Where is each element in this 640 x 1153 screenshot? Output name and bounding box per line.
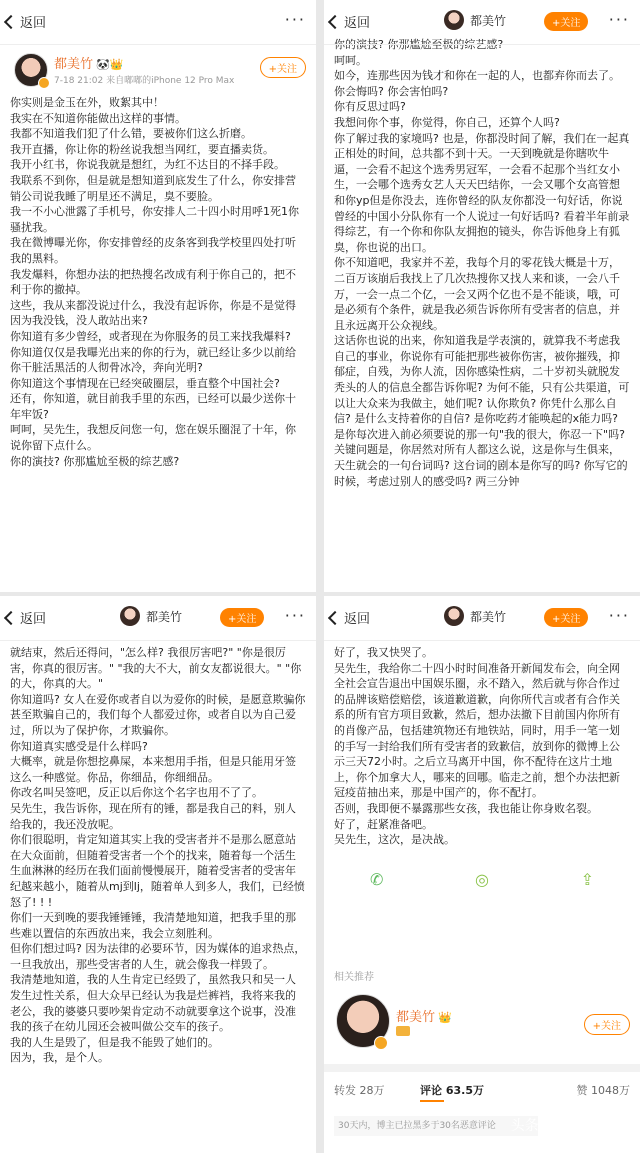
- post-paragraph: 还有，你知道，就目前我手里的东西，已经可以最少送你十年牢饭?: [10, 392, 296, 421]
- follow-button[interactable]: +关注: [544, 608, 588, 627]
- post-header: [0, 45, 316, 93]
- post-paragraph: 你知道有多少曾经，或者现在为你服务的员工来找我爆料?: [10, 329, 291, 343]
- nav-avatar: [444, 606, 464, 626]
- post-paragraph: 你的演技? 你那尴尬至极的综艺感?: [334, 38, 504, 51]
- related-label: 相关推荐: [334, 972, 374, 983]
- post-paragraph: 我联系不到你，但是就是想知道到底发生了什么，你安排营销公司说我睡了明星还不满足，臭不要脸。: [10, 173, 296, 203]
- follow-button[interactable]: +关注: [544, 12, 588, 31]
- post-paragraph: 你有反思过吗?: [334, 100, 406, 114]
- nav-bar: [324, 596, 640, 641]
- post-paragraph: 你知道真实感受是什么样吗?: [10, 739, 148, 753]
- post-paragraph: 呵呵，吴先生，我想反问您一句，您在娱乐圈混了十年，你说你留下点什么。: [10, 423, 296, 453]
- post-paragraph: 大概率，就是你想挖鼻屎，本来想用手指，但是只能用牙签这么一种感觉。你品，你细品，你细细品。: [10, 755, 296, 784]
- more-icon[interactable]: ···: [608, 606, 630, 625]
- back-button[interactable]: 返回: [330, 608, 370, 627]
- post-body: [324, 35, 640, 489]
- post-paragraph: 吴先生，我告诉你，现在所有的锤，都是我自己的料，别人给我的，我还没放呢。: [10, 801, 296, 831]
- comment-notice: 30天内，博主已拉黑多于30名恶意评论: [334, 1116, 538, 1136]
- crown-icon: 👑: [438, 1011, 452, 1024]
- panel-divider-vertical: [316, 0, 324, 1153]
- tab-repost[interactable]: 转发 28万: [334, 1084, 385, 1097]
- post-paragraph: 好了，我又快哭了。: [334, 646, 433, 659]
- moments-icon[interactable]: ◎: [475, 869, 489, 889]
- nav-bar: [0, 596, 316, 641]
- post-panel-2: [324, 0, 640, 592]
- more-icon[interactable]: ···: [608, 10, 630, 29]
- post-body: [324, 641, 640, 848]
- post-paragraph: 吴先生，我给你二十四小时时间准备开新闻发布会，向全网全社会宣告退出中国娱乐圈，永不踏入，然后就与你合作过的品牌该赔偿赔偿，该道歉道歉，向你所代言或者有合作关系的所有官方项目致歉，然后，想办法撤下目前国内你所有的肖像产品，包括建筑物还有地铁站，同时，用手一笔一划的手写一封给我们所有受害者的致歉信，放到你的微博上公示三天72小时。之后立马离开中国，你不配待在这片土地上，你个加拿大人，哪来的回哪。临走之前，想个办法把新冠疫苗抽出来，那是中国产的，你不配打。: [334, 661, 620, 800]
- post-paragraph: 我发爆料，你想办法的把热搜名改成有利于你自己的，把不利于你的撤掉。: [10, 267, 296, 297]
- back-button[interactable]: 返回: [6, 12, 46, 31]
- post-paragraph: 你不知道吧，我家并不差，我每个月的零花钱大概是十万，二百万该崩后我找上了几次热搜你又找人来和谈，一会八千万，一会一点二个亿，一会又两个亿也不是不能谈，哦，可是必须有个条件，就是我必须告诉你所有受害者的信息，并且永远离开公众视线。: [334, 256, 620, 332]
- nav-avatar: [120, 606, 140, 626]
- nav-user[interactable]: 都美竹: [120, 606, 182, 626]
- nav-user[interactable]: 都美竹: [444, 606, 506, 626]
- verified-badge-icon: [374, 1036, 388, 1050]
- post-paragraph: 我想问你个事，你觉得，你自己，还算个人吗?: [334, 115, 560, 129]
- section-gap: [324, 1064, 640, 1072]
- post-paragraph: 这些，我从来都没说过什么，我没有起诉你，你是不是觉得因为我没钱，没人敢站出来?: [10, 298, 296, 328]
- verified-badge-icon: [38, 77, 50, 89]
- vip-tag-icon: [396, 1026, 410, 1036]
- watermark: 头条 @Rap说唱乐: [510, 1118, 626, 1134]
- post-paragraph: 否则，我即便不暴露那些女孩，我也能让你身败名裂。: [334, 801, 598, 815]
- nav-avatar: [444, 10, 464, 30]
- back-chevron-icon: [328, 14, 342, 28]
- post-panel-3: [0, 596, 316, 1153]
- post-paragraph: 你会悔吗? 你会害怕吗?: [334, 84, 449, 98]
- nav-user[interactable]: 都美竹: [444, 10, 506, 30]
- post-paragraph: 你知道仅仅是我曝光出来的你的行为，就已经让多少以前给你干脏活黑活的人彻骨冰冷，奔向光明?: [10, 345, 296, 375]
- post-panel-1: [0, 0, 316, 592]
- post-paragraph: 你改名叫吴签吧，反正以后你这个名字也用不了了。: [10, 786, 263, 800]
- back-chevron-icon: [4, 610, 18, 624]
- share-actions: [324, 854, 640, 904]
- post-paragraph: 你们一天到晚的要我锤锤锤，我清楚地知道，把我手里的那些难以置信的东西放出来，我会立刻胜利。: [10, 911, 296, 940]
- post-paragraph: 我实在不知道你能做出这样的事情。: [10, 111, 186, 125]
- post-paragraph: 好了，赶紧准备吧。: [334, 817, 433, 831]
- tab-active-underline: [420, 1100, 444, 1102]
- more-icon[interactable]: ···: [284, 606, 306, 625]
- back-button[interactable]: 返回: [6, 608, 46, 627]
- interaction-tabs: [324, 1074, 640, 1106]
- tab-comment[interactable]: 评论 63.5万: [420, 1084, 484, 1097]
- post-paragraph: 因为，我，是个人。: [10, 1051, 109, 1065]
- post-paragraph: 就结束，然后还得问，"怎么样? 我很厉害吧?" "你是很厉害，你真的很厉害。" "我的大不大，前女友都说很大。" "你的大，你真的大。": [10, 646, 302, 691]
- more-icon[interactable]: ···: [284, 10, 306, 29]
- back-button[interactable]: 返回: [330, 12, 370, 31]
- post-paragraph: 你实则是金玉在外，败絮其中！: [10, 96, 164, 109]
- post-body: [0, 641, 316, 1066]
- post-paragraph: 我在微博曝光你，你安排曾经的皮条客到我学校里四处打听我的黑料。: [10, 236, 296, 265]
- follow-button[interactable]: +关注: [220, 608, 264, 627]
- back-chevron-icon: [328, 610, 342, 624]
- post-body: [0, 93, 316, 469]
- post-panel-4: [324, 596, 640, 1153]
- post-meta: 7-18 21:02 来自嘟嘟的iPhone 12 Pro Max: [54, 76, 235, 86]
- back-chevron-icon: [4, 14, 18, 28]
- post-paragraph: 吴先生，这次，是决战。: [334, 833, 455, 847]
- tab-like[interactable]: 赞 1048万: [576, 1084, 630, 1097]
- post-paragraph: 我的人生是毁了，但是我不能毁了她们的。: [10, 1035, 219, 1049]
- post-paragraph: 你了解过我的家境吗? 也是，你都没时间了解，我们在一起真正相处的时间，总共都不到十天。一天到晚就是你瞎吹牛逼，一会看不起这个选秀男冠军，一会看不起那个当红女小生，一会哪个选秀女艺人天天巴结你，一会又哪个女高管想和你yp但是你没去，连你曾经的队友你都没一句好话，你说曾经的中国小分队你有一个人说过一句好话吗? 看着半年前录得综艺，有一个你和你队友拥抱的镜头，你告诉他身上有狐臭，你也说的出口。: [334, 131, 630, 254]
- follow-button[interactable]: +关注: [584, 1014, 630, 1035]
- wechat-icon[interactable]: ✆: [369, 869, 384, 889]
- post-paragraph: 如今，连那些因为钱才和你在一起的人，也都弃你而去了。: [334, 69, 620, 83]
- post-paragraph: 你知道吗? 女人在爱你或者自以为爱你的时候，是愿意欺骗你甚至欺骗自己的，我们每个人都爱过你，或者自以为自己爱过，所以为了保护你，才欺骗你。: [10, 692, 306, 737]
- post-paragraph: 我清楚地知道，我的人生肯定已经毁了，虽然我只和吴一人发生过性关系，但大众早已经认为我是烂裤裆，我将来我的老公，我的婆婆只要吵架肯定动不动就要拿这个说事，没准我的孩子在幼儿园还会被叫做公交车的孩子。: [10, 973, 296, 1034]
- post-paragraph: 我都不知道我们犯了什么错，要被你们这么折磨。: [10, 127, 252, 141]
- post-paragraph: 我一不小心泄露了手机号，你安排人二十四小时用呼1死1你骚扰我。: [10, 205, 299, 234]
- post-paragraph: 你的演技? 你那尴尬至极的综艺感?: [10, 454, 180, 468]
- post-paragraph: 但你们想过吗? 因为法律的必要环节，因为媒体的追求热点，一旦我放出，那些受害者的人生，就会像我一样毁了。: [10, 942, 306, 971]
- post-paragraph: 你知道这个事情现在已经突破圈层，垂直整个中国社会?: [10, 376, 280, 390]
- nav-bar: [324, 0, 640, 45]
- username[interactable]: 都美竹 👑: [396, 1010, 452, 1025]
- share-icon[interactable]: ⇪: [580, 869, 595, 889]
- post-paragraph: 这话你也说的出来，你知道我是学表演的，就算我不考虑我自己的事业，你说你有可能把那些被你伤害，被你摧残，抑郁症，自残，为你人流，因你感染性病，二十岁初头就脱发秃头的人的信息全都告诉你呢? 为何不能，只有公共渠道，可以让大众来为我做主，她们呢? 认你欺负? 你凭什么那么自信? 是什么支持着你的自信? 是你吃药才能唤起的x能力吗? 是你每次进入前必须要说的那一句"我的很大，你忍一下"吗? 关键问题是，你居然对所有人都这么说，这是你与生俱来，天生就会的一句台词吗? 这台词的剧本是你写的吗? 你写它的时候，考虑过别人的感受吗? 两三分钟: [334, 334, 630, 488]
- nav-bar: [0, 0, 316, 45]
- username[interactable]: 都美竹 🐼👑: [54, 57, 124, 72]
- emoji-icons: 🐼👑: [96, 58, 124, 71]
- post-paragraph: 你们很聪明，肯定知道其实上我的受害者并不是那么愿意站在大众面前，但随着受害者一个个的找来，随着每一个活生生血淋淋的经历在我们面前慢慢展开，随着受害者的受害年纪越来越小，随着从mj到lj，随着单人到多人，我们，已经愤怒了! ! !: [10, 833, 305, 909]
- follow-button[interactable]: +关注: [260, 57, 306, 78]
- post-paragraph: 我开直播，你让你的粉丝说我想当网红，要直播卖货。: [10, 142, 274, 156]
- post-paragraph: 呵呵。: [334, 53, 367, 67]
- post-paragraph: 我开小红书，你说我就是想红，为红不达目的不择手段。: [10, 158, 285, 172]
